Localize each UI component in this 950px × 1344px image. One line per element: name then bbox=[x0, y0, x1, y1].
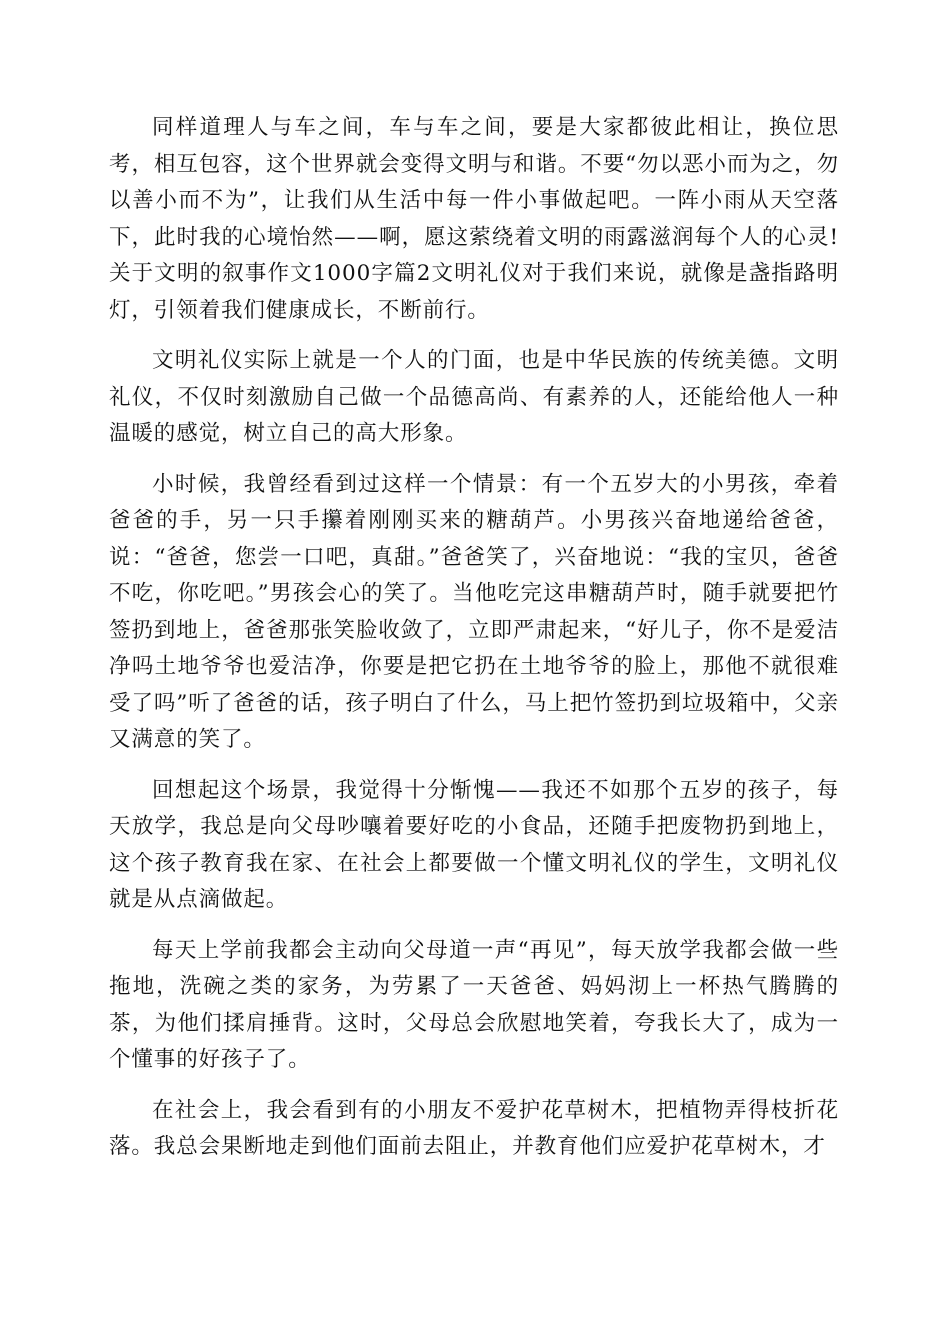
document-body bbox=[109, 110, 839, 1180]
paragraph-4: 回想起这个场景，我觉得十分惭愧——我还不如那个五岁的孩子，每天放学，我总是向父母吵嚷着要好吃的小食品，还随手把废物扔到地上，这个孩子教育我在家、在社会上都要做一个懂文明礼仪的学生，文明礼仪就是从点滴做起。 bbox=[109, 777, 839, 912]
paragraph-5: 每天上学前我都会主动向父母道一声“再见”，每天放学我都会做一些拖地，洗碗之类的家务，为劳累了一天爸爸、妈妈沏上一杯热气腾腾的茶，为他们揉肩捶背。这时，父母总会欣慰地笑着，夸我长大了，成为一个懂事的好孩子了。 bbox=[109, 937, 839, 1072]
paragraph-2: 文明礼仪实际上就是一个人的门面，也是中华民族的传统美德。文明礼仪，不仅时刻激励自己做一个品德高尚、有素养的人，还能给他人一种温暖的感觉，树立自己的高大形象。 bbox=[109, 348, 839, 446]
paragraph-1: 同样道理人与车之间，车与车之间，要是大家都彼此相让，换位思考，相互包容，这个世界就会变得文明与和谐。不要“勿以恶小而为之，勿以善小而不为”，让我们从生活中每一件小事做起吧。一阵小雨从天空落下，此时我的心境怡然——啊，愿这萦绕着文明的雨露滋润每个人的心灵!关于文明的叙事作文1000字篇2文明礼仪对于我们来说，就像是盏指路明灯，引领着我们健康成长，不断前行。 bbox=[109, 115, 839, 323]
paragraph-3: 小时候，我曾经看到过这样一个情景：有一个五岁大的小男孩，牵着爸爸的手，另一只手攥着刚刚买来的糖葫芦。小男孩兴奋地递给爸爸，说：“爸爸，您尝一口吧，真甜。”爸爸笑了，兴奋地说：“我的宝贝，爸爸不吃，你吃吧。”男孩会心的笑了。当他吃完这串糖葫芦时，随手就要把竹签扔到地上，爸爸那张笑脸收敛了，立即严肃起来，“好儿子，你不是爱洁净吗土地爷爷也爱洁净，你要是把它扔在土地爷爷的脸上，那他不就很难受了吗”听了爸爸的话，孩子明白了什么，马上把竹签扔到垃圾箱中，父亲又满意的笑了。 bbox=[109, 471, 839, 752]
paragraph-6: 在社会上，我会看到有的小朋友不爱护花草树木，把植物弄得枝折花落。我总会果断地走到他们面前去阻止，并教育他们应爱护花草树木，才 bbox=[109, 1097, 839, 1159]
